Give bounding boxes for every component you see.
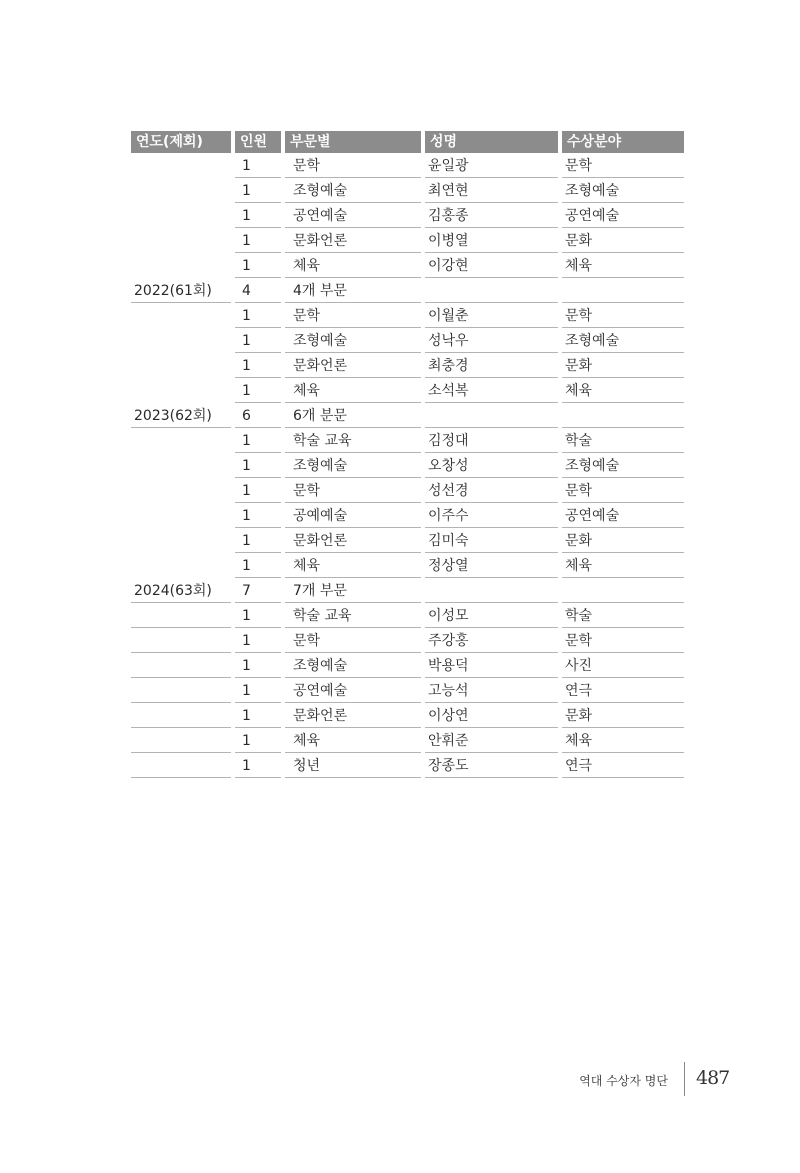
field-cell: 문화	[558, 353, 684, 378]
year-cell	[131, 703, 231, 728]
table-row	[131, 578, 684, 603]
table-row	[131, 428, 684, 453]
table-row	[131, 378, 684, 403]
count-cell: 1	[231, 728, 281, 753]
year-cell	[131, 753, 231, 778]
field-cell: 체육	[558, 728, 684, 753]
category-cell: 문화언론	[281, 353, 421, 378]
name-cell: 성선경	[421, 478, 558, 503]
field-cell	[558, 578, 684, 603]
footer-divider	[684, 1062, 685, 1096]
table-row	[131, 353, 684, 378]
category-cell: 문학	[281, 628, 421, 653]
field-cell	[558, 403, 684, 428]
field-cell: 공연예술	[558, 203, 684, 228]
count-cell: 1	[231, 378, 281, 403]
field-cell: 문학	[558, 478, 684, 503]
name-cell: 안휘준	[421, 728, 558, 753]
year-cell	[131, 728, 231, 753]
count-cell: 1	[231, 653, 281, 678]
year-cell	[131, 153, 231, 178]
year-cell	[131, 528, 231, 553]
category-cell: 조형예술	[281, 178, 421, 203]
table-header	[131, 131, 684, 153]
year-cell	[131, 228, 231, 253]
header-row	[131, 131, 684, 153]
header-name: 성명	[421, 131, 558, 153]
table-row	[131, 178, 684, 203]
table-row	[131, 728, 684, 753]
name-cell	[421, 278, 558, 303]
field-cell: 체육	[558, 253, 684, 278]
count-cell: 1	[231, 628, 281, 653]
field-cell: 연극	[558, 753, 684, 778]
name-cell: 김미숙	[421, 528, 558, 553]
name-cell: 이성모	[421, 603, 558, 628]
count-cell: 7	[231, 578, 281, 603]
name-cell: 소석복	[421, 378, 558, 403]
field-cell: 학술	[558, 428, 684, 453]
field-cell: 체육	[558, 553, 684, 578]
header-year: 연도(제회)	[131, 131, 231, 153]
table-row	[131, 478, 684, 503]
count-cell: 1	[231, 503, 281, 528]
year-cell	[131, 653, 231, 678]
year-cell	[131, 353, 231, 378]
category-cell: 체육	[281, 253, 421, 278]
table-row	[131, 453, 684, 478]
category-cell: 학술 교육	[281, 603, 421, 628]
table-row	[131, 678, 684, 703]
category-cell: 4개 부문	[281, 278, 421, 303]
count-cell: 1	[231, 603, 281, 628]
table-row	[131, 653, 684, 678]
count-cell: 1	[231, 528, 281, 553]
field-cell: 문학	[558, 153, 684, 178]
count-cell: 1	[231, 753, 281, 778]
year-cell: 2023(62회)	[131, 403, 231, 428]
field-cell: 체육	[558, 378, 684, 403]
table-row	[131, 603, 684, 628]
table-row	[131, 153, 684, 178]
category-cell: 문학	[281, 303, 421, 328]
name-cell: 윤일광	[421, 153, 558, 178]
table-row	[131, 553, 684, 578]
category-cell: 체육	[281, 378, 421, 403]
name-cell: 오창성	[421, 453, 558, 478]
table-row	[131, 528, 684, 553]
year-cell	[131, 453, 231, 478]
field-cell: 문화	[558, 528, 684, 553]
name-cell: 이주수	[421, 503, 558, 528]
name-cell: 이병열	[421, 228, 558, 253]
count-cell: 1	[231, 553, 281, 578]
table-body	[131, 153, 684, 778]
count-cell: 1	[231, 303, 281, 328]
count-cell: 1	[231, 428, 281, 453]
year-cell	[131, 603, 231, 628]
field-cell: 사진	[558, 653, 684, 678]
field-cell: 문학	[558, 628, 684, 653]
name-cell: 최충경	[421, 353, 558, 378]
running-footer-title: 역대 수상자 명단	[579, 1074, 668, 1088]
count-cell: 1	[231, 478, 281, 503]
year-cell: 2022(61회)	[131, 278, 231, 303]
category-cell: 문학	[281, 478, 421, 503]
table-row	[131, 628, 684, 653]
year-cell: 2024(63회)	[131, 578, 231, 603]
field-cell: 문학	[558, 303, 684, 328]
table-row	[131, 503, 684, 528]
field-cell: 학술	[558, 603, 684, 628]
table-row	[131, 753, 684, 778]
count-cell: 1	[231, 353, 281, 378]
header-count: 인원	[231, 131, 281, 153]
table-row	[131, 328, 684, 353]
page-number: 487	[696, 1067, 730, 1089]
count-cell: 1	[231, 203, 281, 228]
category-cell: 6개 분문	[281, 403, 421, 428]
category-cell: 문화언론	[281, 228, 421, 253]
category-cell: 조형예술	[281, 453, 421, 478]
category-cell: 체육	[281, 728, 421, 753]
year-cell	[131, 503, 231, 528]
table-row	[131, 228, 684, 253]
year-cell	[131, 378, 231, 403]
category-cell: 청년	[281, 753, 421, 778]
table-row	[131, 203, 684, 228]
count-cell: 1	[231, 228, 281, 253]
category-cell: 학술 교육	[281, 428, 421, 453]
count-cell: 1	[231, 153, 281, 178]
count-cell: 1	[231, 253, 281, 278]
year-cell	[131, 628, 231, 653]
name-cell	[421, 578, 558, 603]
field-cell	[558, 278, 684, 303]
year-cell	[131, 253, 231, 278]
year-cell	[131, 678, 231, 703]
category-cell: 문학	[281, 153, 421, 178]
table-row	[131, 278, 684, 303]
name-cell: 김정대	[421, 428, 558, 453]
name-cell: 이강현	[421, 253, 558, 278]
name-cell: 이상연	[421, 703, 558, 728]
count-cell: 1	[231, 178, 281, 203]
name-cell: 주강홍	[421, 628, 558, 653]
count-cell: 6	[231, 403, 281, 428]
category-cell: 체육	[281, 553, 421, 578]
field-cell: 조형예술	[558, 328, 684, 353]
year-cell	[131, 303, 231, 328]
table-row	[131, 703, 684, 728]
awardees-table	[131, 131, 684, 778]
name-cell: 고능석	[421, 678, 558, 703]
year-cell	[131, 428, 231, 453]
count-cell: 1	[231, 328, 281, 353]
name-cell: 성낙우	[421, 328, 558, 353]
field-cell: 조형예술	[558, 178, 684, 203]
table-row	[131, 403, 684, 428]
name-cell: 이월춘	[421, 303, 558, 328]
page-footer	[560, 1067, 730, 1090]
field-cell: 연극	[558, 678, 684, 703]
category-cell: 공예예술	[281, 503, 421, 528]
category-cell: 7개 부문	[281, 578, 421, 603]
header-field: 수상분야	[558, 131, 684, 153]
category-cell: 문화언론	[281, 703, 421, 728]
field-cell: 공연예술	[558, 503, 684, 528]
name-cell: 최연현	[421, 178, 558, 203]
category-cell: 문화언론	[281, 528, 421, 553]
table-row	[131, 253, 684, 278]
year-cell	[131, 328, 231, 353]
table-row	[131, 303, 684, 328]
field-cell: 문화	[558, 228, 684, 253]
name-cell: 김홍종	[421, 203, 558, 228]
header-category: 부문별	[281, 131, 421, 153]
count-cell: 1	[231, 678, 281, 703]
year-cell	[131, 178, 231, 203]
count-cell: 1	[231, 453, 281, 478]
category-cell: 조형예술	[281, 653, 421, 678]
field-cell: 문화	[558, 703, 684, 728]
category-cell: 공연예술	[281, 203, 421, 228]
year-cell	[131, 553, 231, 578]
count-cell: 4	[231, 278, 281, 303]
name-cell	[421, 403, 558, 428]
year-cell	[131, 203, 231, 228]
field-cell: 조형예술	[558, 453, 684, 478]
name-cell: 정상열	[421, 553, 558, 578]
category-cell: 공연예술	[281, 678, 421, 703]
year-cell	[131, 478, 231, 503]
name-cell: 박용덕	[421, 653, 558, 678]
count-cell: 1	[231, 703, 281, 728]
category-cell: 조형예술	[281, 328, 421, 353]
name-cell: 장종도	[421, 753, 558, 778]
